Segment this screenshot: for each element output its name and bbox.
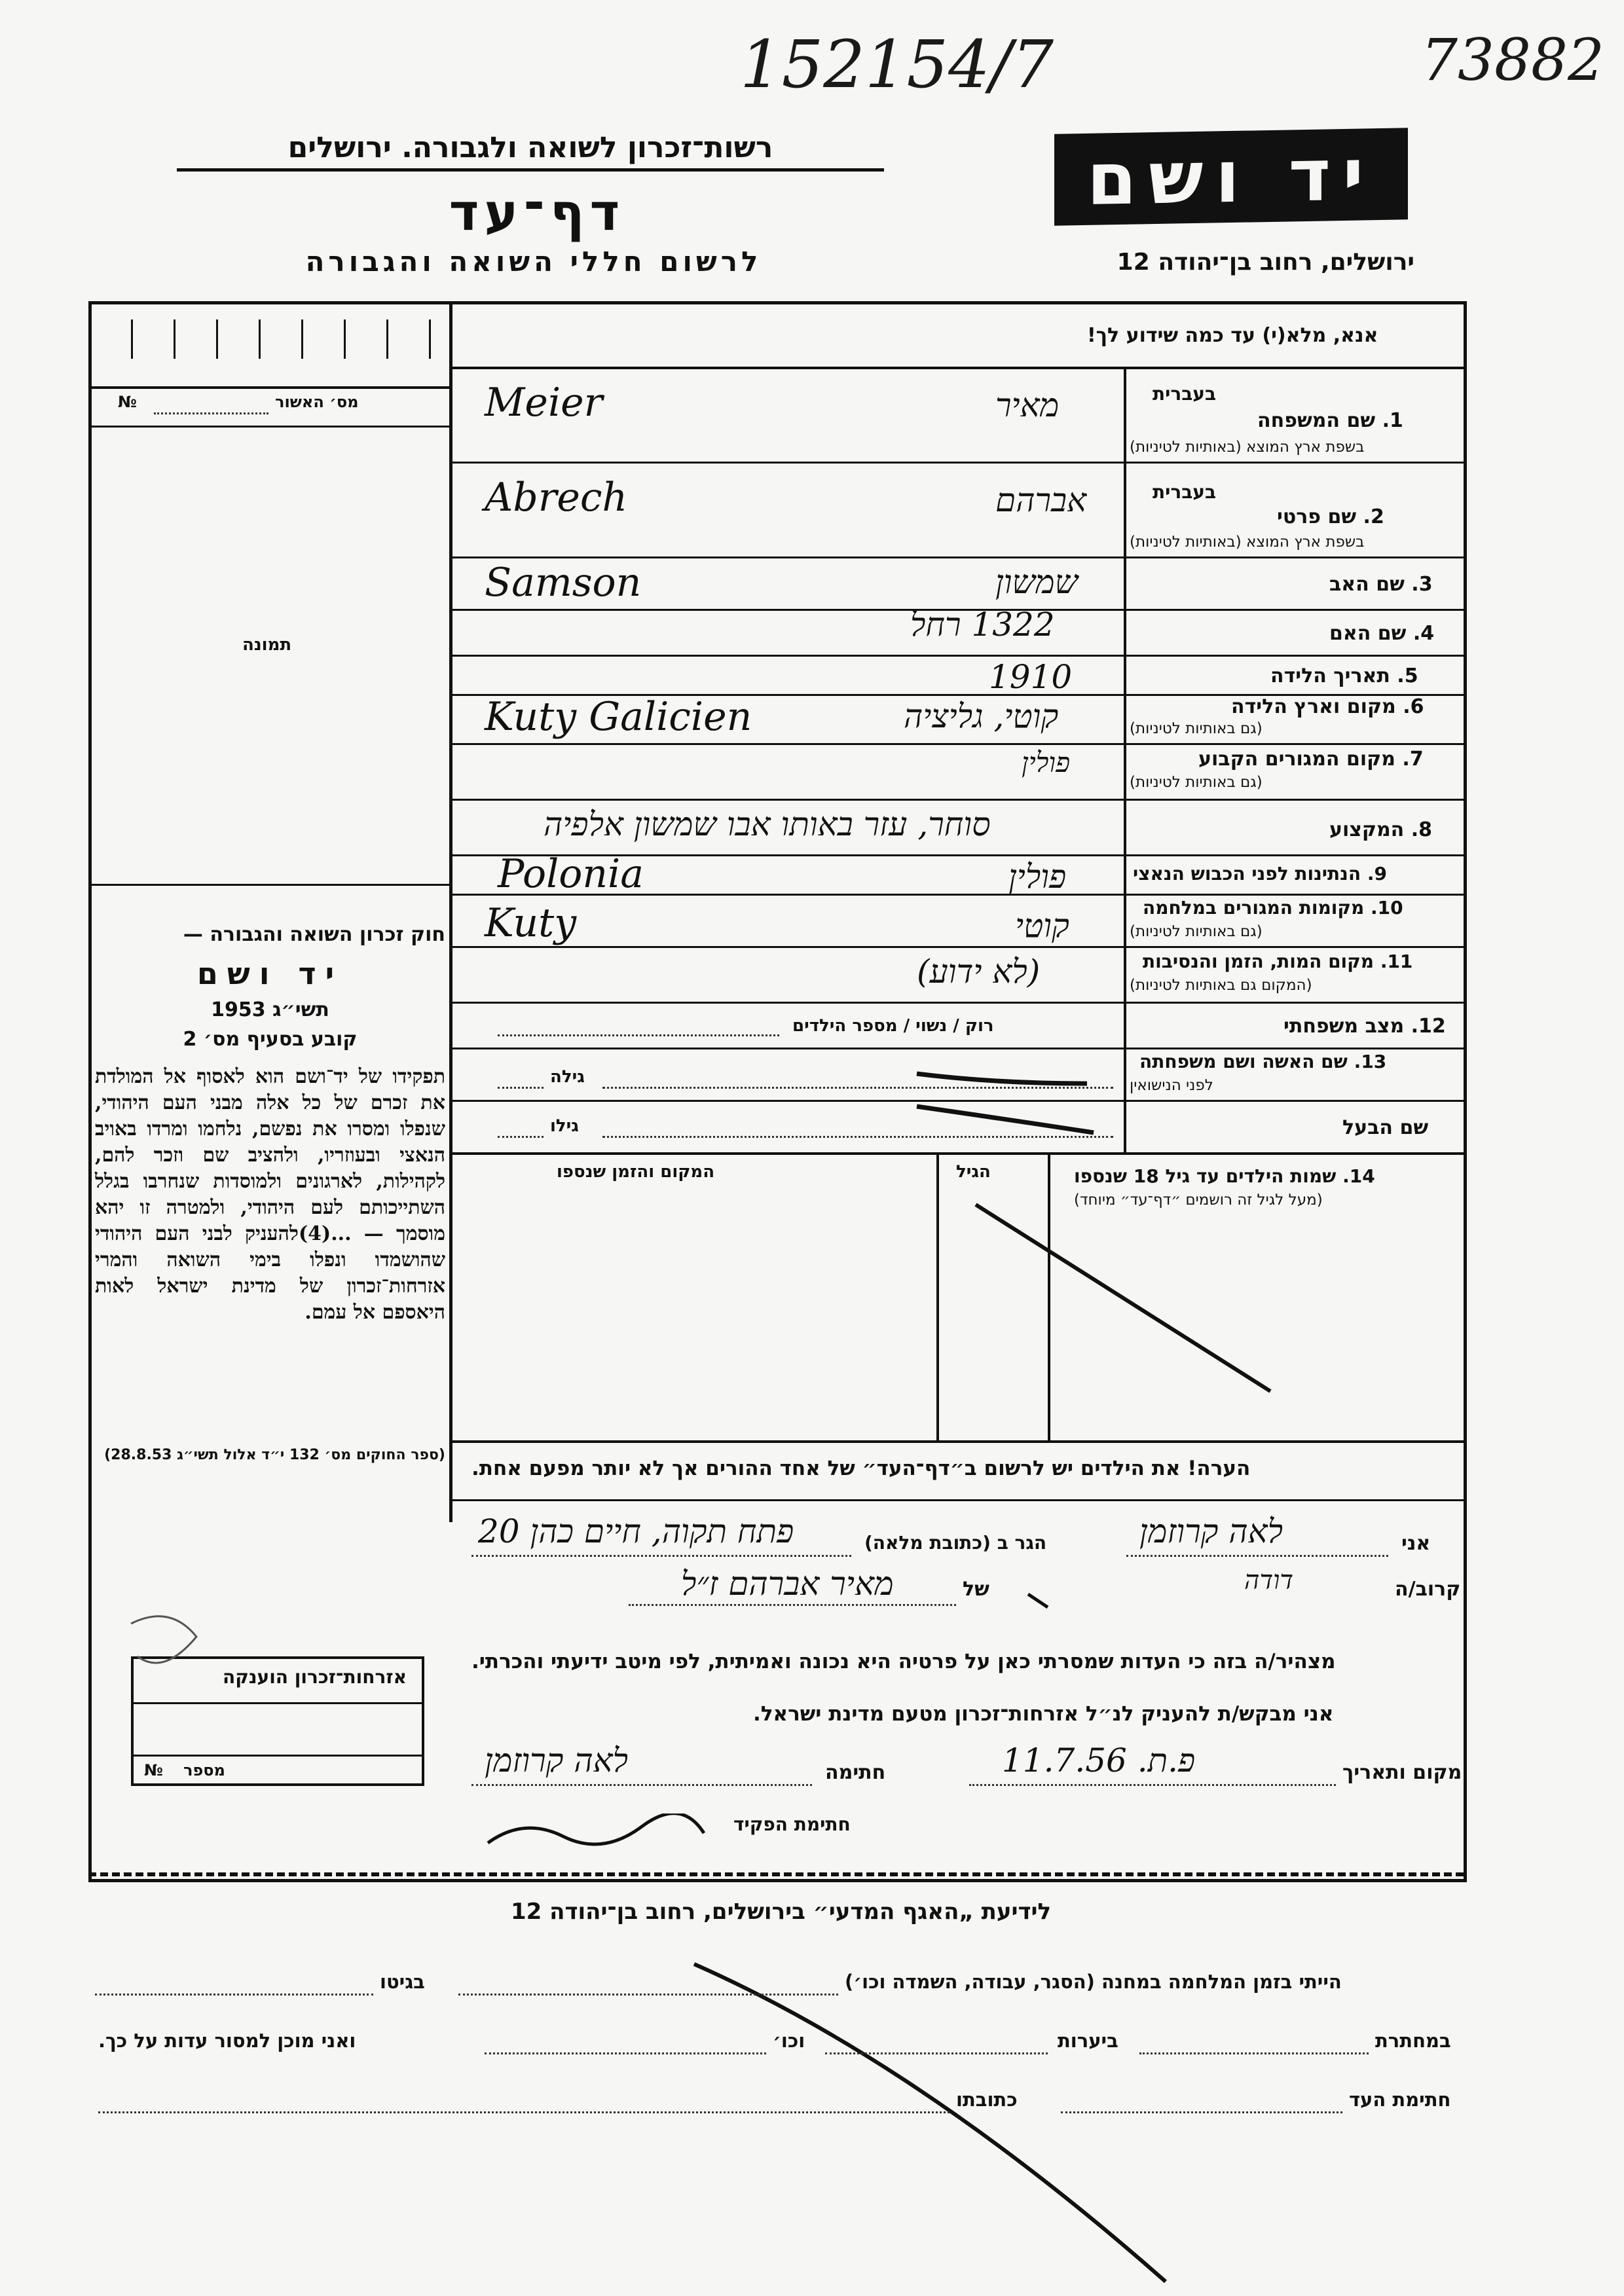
- husband-name-dots: [602, 1136, 1113, 1138]
- wife-age-label: גילה: [550, 1067, 585, 1087]
- husband-age-label: גילו: [550, 1116, 579, 1136]
- signature-dots: [471, 1784, 812, 1786]
- nationality-hebrew: פולין: [1008, 858, 1067, 896]
- field-6-sub: (גם באותיות לטיניות): [1130, 720, 1263, 737]
- ghetto-dots: [95, 1994, 373, 1995]
- address: ירושלים, רחוב בן־יהודה 12: [1116, 249, 1414, 276]
- field-12-label: 12. מצב משפחתי: [1283, 1015, 1446, 1038]
- form-title: דף־עד: [449, 183, 625, 242]
- reference-number: 152154/7: [740, 26, 1054, 103]
- husband-label: שם הבעל: [1342, 1116, 1429, 1139]
- declaration: מצהיר/ה בזה כי העדות שמסרתי כאן על פרטיה היא נכונה ואמיתית, לפי מיטב ידיעתי והכרתי.: [471, 1650, 1336, 1673]
- children-age-header: הגיל: [956, 1162, 991, 1182]
- authority-title: רשות־זכרון לשואה ולגבורה. ירושלים: [177, 131, 884, 172]
- law-org: יד ושם: [196, 956, 344, 991]
- field-1-sub: בשפת ארץ המוצא (באותיות לטיניות): [1130, 439, 1365, 456]
- field-7-label: 7. מקום המגורים הקבוע: [1198, 748, 1424, 771]
- number-symbol: №: [144, 1761, 163, 1779]
- witness-sig-label: חתימת העד: [1349, 2088, 1451, 2111]
- in-hebrew-2: בעברית: [1153, 481, 1217, 503]
- status-options: רוק / נשוי / מספר הילדים: [792, 1016, 994, 1036]
- wife-name-dots: [602, 1087, 1113, 1089]
- citizenship-label: אזרחות־זכרון הוענקה: [223, 1666, 407, 1688]
- officer-signature-stroke: [485, 1813, 707, 1840]
- bottom-separator: [88, 1872, 1464, 1876]
- field-3-label: 3. שם האב: [1329, 573, 1433, 596]
- birthplace-latin: Kuty Galicien: [485, 694, 752, 740]
- law-title: חוק זכרון השואה והגבורה —: [183, 923, 445, 946]
- camp-dots: [458, 1994, 838, 1995]
- approval-label: מס׳ האשור: [275, 393, 359, 411]
- law-section: קובע בסעיף מס׳ 2: [183, 1028, 358, 1051]
- wife-age-dots: [498, 1087, 544, 1089]
- signature-value: לאה קרוזמן: [485, 1741, 629, 1779]
- field-6-label: 6. מקום וארץ הלידה: [1231, 695, 1424, 718]
- bottom-line1: הייתי בזמן המלחמה במחנה (הסגר, עבודה, השמדה וכו׳): [845, 1971, 1342, 1993]
- officer-label: חתימת הפקיד: [733, 1813, 851, 1835]
- declarant-name: לאה קרוזמן: [1139, 1512, 1283, 1550]
- field-11-label: 11. מקום המות, הזמן והנסיבות: [1143, 951, 1413, 972]
- declarant-name-dots: [1126, 1555, 1388, 1557]
- corner-number: 73882: [1421, 26, 1604, 94]
- relative-name: מאיר אברהם ז״ל: [681, 1565, 894, 1603]
- place-date-dots: [969, 1784, 1336, 1786]
- number-label: מספר: [183, 1761, 225, 1779]
- husband-age-dots: [498, 1136, 544, 1138]
- birthplace-hebrew: קוטי, גליציה: [904, 697, 1059, 735]
- field-13-label: 13. שם האשה ושם משפחתה: [1139, 1051, 1387, 1072]
- field-14-label: 14. שמות הילדים עד גיל 18 שנספו: [1074, 1165, 1375, 1187]
- place-date-value: פ.ת. 11.7.56: [1002, 1741, 1196, 1779]
- law-text: תפקידו של יד־ושם הוא לאסוף אל המולדת את זכרם של כל אלה מבני העם היהודי, שנפלו ומסרו את נפשם, נלחמו ומרדו באויב הנאצי ובעוזריו, ולהציב שם וזכר להם, לקהילות, לארגונים ולמוסדות שנחרבו בגלל השתייכותם לעם היהודי, ולמטרה זו יהא מוסמך — ...(4)להעניק לבני העם היהודי שהושמדו ונפלו בימי השואה והמרי אזרחות־זכרון של מדינת ישראל לאות היאספם אל עמם.: [95, 1065, 445, 1324]
- field-1-label: 1. שם המשפחה: [1257, 409, 1403, 432]
- note: הערה! את הילדים יש לרשום ב״דף־העד״ של אחד ההורים אך לא יותר מפעם אחת.: [471, 1457, 1251, 1480]
- field-9-label: 9. הנתינות לפני הכבוש הנאצי: [1133, 863, 1387, 884]
- etc-label: וכו׳: [773, 2030, 805, 2052]
- wartime-hebrew: קוטי: [1015, 907, 1069, 945]
- relative-dots: [629, 1604, 956, 1606]
- surname-hebrew: מאיר: [995, 386, 1060, 424]
- occupation-hebrew: סוחר, עזר באותו אבו שמשון אלפיה: [544, 805, 991, 843]
- ani-label: אני: [1401, 1532, 1431, 1555]
- resident-label: הגר ב (כתובת מלאה): [864, 1532, 1047, 1554]
- death-place: (לא ידוע): [917, 953, 1041, 991]
- photo-label: תמונה: [242, 635, 292, 655]
- field-10-label: 10. מקומות המגורים במלחמה: [1143, 897, 1403, 919]
- bottom-title: לידיעת „האגף המדעי״ בירושלים, רחוב בן־יהודה 12: [511, 1899, 1052, 1925]
- field-7-sub: (גם באותיות לטיניות): [1130, 774, 1263, 791]
- children-count-dots: [498, 1034, 779, 1036]
- field-10-sub: (גם באותיות לטיניות): [1130, 923, 1263, 940]
- field-14-sub: (מעל לגיל זה רושמים ״דף־עד״ מיוחד): [1074, 1192, 1323, 1209]
- instruction: אנא, מלא(י) עד כמה שידוע לך!: [1087, 324, 1378, 347]
- birthdate: 1910: [989, 658, 1073, 696]
- witness-sig-dots: [1061, 2111, 1342, 2113]
- forests-label: ביערות: [1058, 2030, 1118, 2052]
- of-label: של: [963, 1578, 989, 1601]
- request: אני מבקש/ת להעניק לנ״ל אזרחות־זכרון מטעם מדינת ישראל.: [753, 1702, 1334, 1726]
- approval-dots: [154, 412, 268, 414]
- witness-addr-dots: [98, 2111, 950, 2113]
- field-5-label: 5. תאריך הלידה: [1270, 665, 1418, 687]
- surname-latin: Meier: [485, 380, 603, 426]
- relation-label: קרוב/ה: [1395, 1578, 1461, 1601]
- yad-vashem-logo: יד ושם: [1054, 128, 1408, 225]
- signature-label: חתימה: [825, 1761, 886, 1784]
- father-latin: Samson: [485, 560, 642, 606]
- place-date-label: מקום ותאריך: [1342, 1761, 1462, 1784]
- etc-dots: [485, 2052, 766, 2054]
- in-hebrew-1: בעברית: [1153, 383, 1217, 405]
- residence-hebrew: פולין: [1022, 746, 1071, 778]
- relation-value: דודה: [1244, 1565, 1293, 1595]
- mother-hebrew: 1322 רחל: [910, 606, 1055, 644]
- approval-no: №: [118, 393, 137, 411]
- field-2-label: 2. שם פרטי: [1277, 505, 1384, 528]
- law-ref: (ספר החוקים מס׳ 132 י״ד אלול תשי״ג 28.8.53): [104, 1447, 445, 1463]
- children-place-header: המקום והזמן שנספו: [557, 1162, 715, 1182]
- ready-label: ואני מוכן למסור עדות על כך.: [98, 2030, 356, 2052]
- declarant-address: פתח תקוה, חיים כהן 20: [478, 1512, 794, 1550]
- nationality-latin: Polonia: [498, 851, 644, 897]
- field-4-label: 4. שם האם: [1329, 622, 1435, 645]
- ghetto-label: בגיטו: [380, 1971, 425, 1993]
- underground-dots: [1139, 2052, 1369, 2054]
- field-13-sub: לפני הנישואין: [1130, 1077, 1213, 1094]
- form-subtitle: לרשום חללי השואה והגבורה: [305, 246, 762, 278]
- father-hebrew: שמשון: [995, 563, 1078, 601]
- declarant-address-dots: [471, 1555, 851, 1557]
- field-2-sub: בשפת ארץ המוצא (באותיות לטיניות): [1130, 534, 1365, 551]
- law-year: תשי״ג 1953: [211, 998, 329, 1021]
- wartime-latin: Kuty: [485, 900, 577, 946]
- underground-label: במחתרת: [1375, 2030, 1451, 2052]
- field-8-label: 8. המקצוע: [1329, 818, 1433, 841]
- firstname-latin: Abrech: [485, 475, 628, 520]
- witness-addr-label: כתובתו: [956, 2088, 1018, 2111]
- firstname-hebrew: אברהם: [995, 481, 1087, 519]
- field-11-sub: (המקום גם באותיות לטיניות): [1130, 977, 1312, 994]
- forests-dots: [825, 2052, 1048, 2054]
